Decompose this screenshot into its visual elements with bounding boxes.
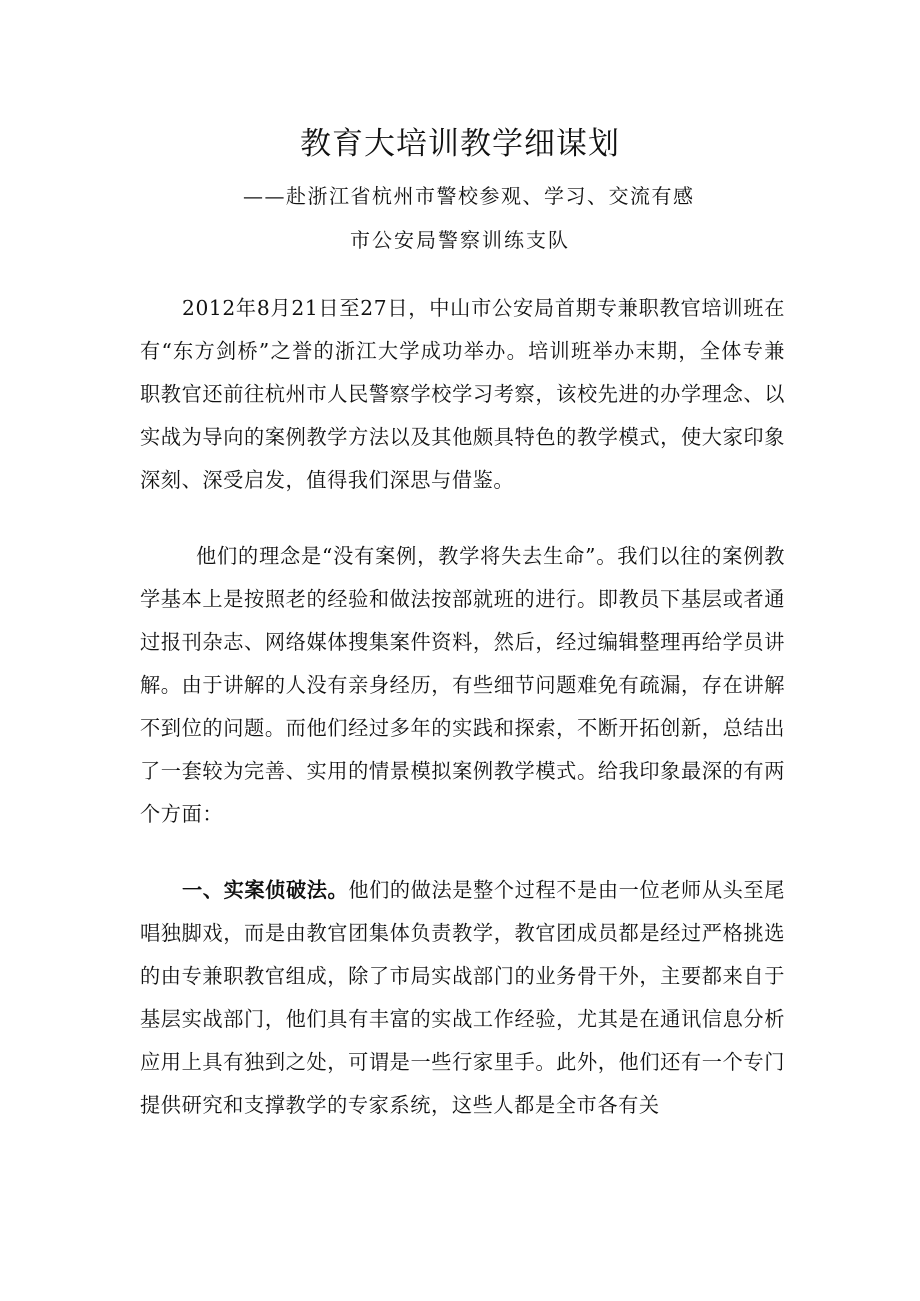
paragraph-case-method-text: 他们的做法是整个过程不是由一位老师从头至尾唱独脚戏，而是由教官团集体负责教学，教官团成员都是经过严格挑选的由专兼职教官组成，除了市局实战部门的业务骨干外，主要都来自于基层实战部门，他们具有丰富的实战工作经验，尤其是在通讯信息分析应用上具有独到之处，可谓是一些行家里手。此外，他们还有一个专门提供研究和支撑教学的专家系统，这些人都是全市各有关: [140, 878, 785, 1117]
paragraph-case-method: [140, 869, 785, 1127]
section-heading: 一、实案侦破法。: [182, 878, 349, 902]
document-author: 市公安局警察训练支队: [350, 228, 570, 252]
paragraph-intro: 2012年8月21日至27日，中山市公安局首期专兼职教官培训班在有“东方剑桥”之誉的浙江大学成功举办。培训班举办末期，全体专兼职教官还前往杭州市人民警察学校学习考察，该校先进的办学理念、以实战为导向的案例教学方法以及其他颇具特色的教学模式，使大家印象深刻、深受启发，值得我们深思与借鉴。: [140, 296, 785, 492]
document-title: 教育大培训教学细谋划: [300, 126, 620, 162]
paragraph-philosophy: 他们的理念是“没有案例，教学将失去生命”。我们以往的案例教学基本上是按照老的经验和做法按部就班的进行。即教员下基层或者通过报刊杂志、网络媒体搜集案件资料，然后，经过编辑整理再给学员讲解。由于讲解的人没有亲身经历，有些细节问题难免有疏漏，存在讲解不到位的问题。而他们经过多年的实践和探索，不断开拓创新，总结出了一套较为完善、实用的情景模拟案例教学模式。给我印象最深的有两个方面：: [140, 544, 785, 826]
document-body: [140, 287, 785, 1127]
document-subtitle: ——赴浙江省杭州市警校参观、学习、交流有感: [243, 184, 695, 208]
